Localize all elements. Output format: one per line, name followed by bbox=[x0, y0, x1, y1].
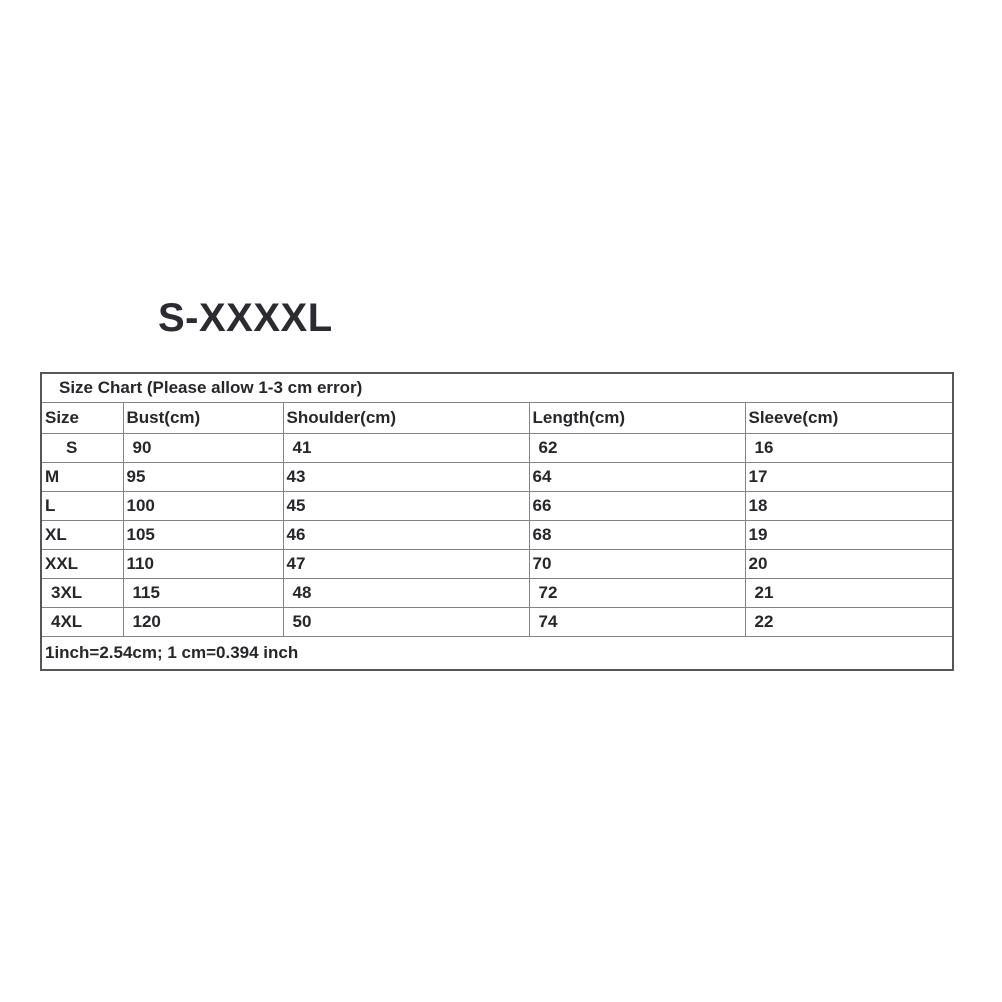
size-row-l bbox=[41, 492, 953, 521]
cell-shoulder: 46 bbox=[283, 521, 529, 550]
size-chart-footnote-row bbox=[41, 637, 953, 671]
column-header-sleeve: Sleeve(cm) bbox=[745, 403, 953, 434]
size-row-m bbox=[41, 463, 953, 492]
cell-shoulder: 50 bbox=[283, 608, 529, 637]
cell-length: 62 bbox=[529, 434, 745, 463]
page-title: S-XXXXL bbox=[158, 296, 333, 340]
cell-bust: 100 bbox=[123, 492, 283, 521]
size-chart-caption-row bbox=[41, 373, 953, 403]
cell-size: 3XL bbox=[41, 579, 123, 608]
cell-bust: 110 bbox=[123, 550, 283, 579]
cell-shoulder: 48 bbox=[283, 579, 529, 608]
cell-size: L bbox=[41, 492, 123, 521]
size-row-s bbox=[41, 434, 953, 463]
cell-bust: 120 bbox=[123, 608, 283, 637]
cell-sleeve: 20 bbox=[745, 550, 953, 579]
cell-shoulder: 45 bbox=[283, 492, 529, 521]
cell-length: 68 bbox=[529, 521, 745, 550]
cell-length: 70 bbox=[529, 550, 745, 579]
cell-shoulder: 43 bbox=[283, 463, 529, 492]
cell-size: XL bbox=[41, 521, 123, 550]
cell-sleeve: 21 bbox=[745, 579, 953, 608]
column-header-length: Length(cm) bbox=[529, 403, 745, 434]
cell-bust: 105 bbox=[123, 521, 283, 550]
size-row-4xl bbox=[41, 608, 953, 637]
size-row-xl bbox=[41, 521, 953, 550]
cell-size: XXL bbox=[41, 550, 123, 579]
column-header-row bbox=[41, 403, 953, 434]
cell-length: 64 bbox=[529, 463, 745, 492]
cell-bust: 115 bbox=[123, 579, 283, 608]
cell-size: M bbox=[41, 463, 123, 492]
cell-size: S bbox=[41, 434, 123, 463]
cell-bust: 95 bbox=[123, 463, 283, 492]
cell-length: 66 bbox=[529, 492, 745, 521]
cell-shoulder: 41 bbox=[283, 434, 529, 463]
cell-length: 74 bbox=[529, 608, 745, 637]
cell-sleeve: 16 bbox=[745, 434, 953, 463]
column-header-bust: Bust(cm) bbox=[123, 403, 283, 434]
cell-bust: 90 bbox=[123, 434, 283, 463]
column-header-size: Size bbox=[41, 403, 123, 434]
cell-shoulder: 47 bbox=[283, 550, 529, 579]
cell-size: 4XL bbox=[41, 608, 123, 637]
cell-sleeve: 19 bbox=[745, 521, 953, 550]
size-row-xxl bbox=[41, 550, 953, 579]
size-row-3xl bbox=[41, 579, 953, 608]
size-conversion-note: 1inch=2.54cm; 1 cm=0.394 inch bbox=[41, 637, 953, 671]
cell-length: 72 bbox=[529, 579, 745, 608]
cell-sleeve: 22 bbox=[745, 608, 953, 637]
column-header-shoulder: Shoulder(cm) bbox=[283, 403, 529, 434]
size-chart-table bbox=[40, 372, 954, 671]
cell-sleeve: 18 bbox=[745, 492, 953, 521]
cell-sleeve: 17 bbox=[745, 463, 953, 492]
size-chart-caption: Size Chart (Please allow 1-3 cm error) bbox=[41, 373, 953, 403]
